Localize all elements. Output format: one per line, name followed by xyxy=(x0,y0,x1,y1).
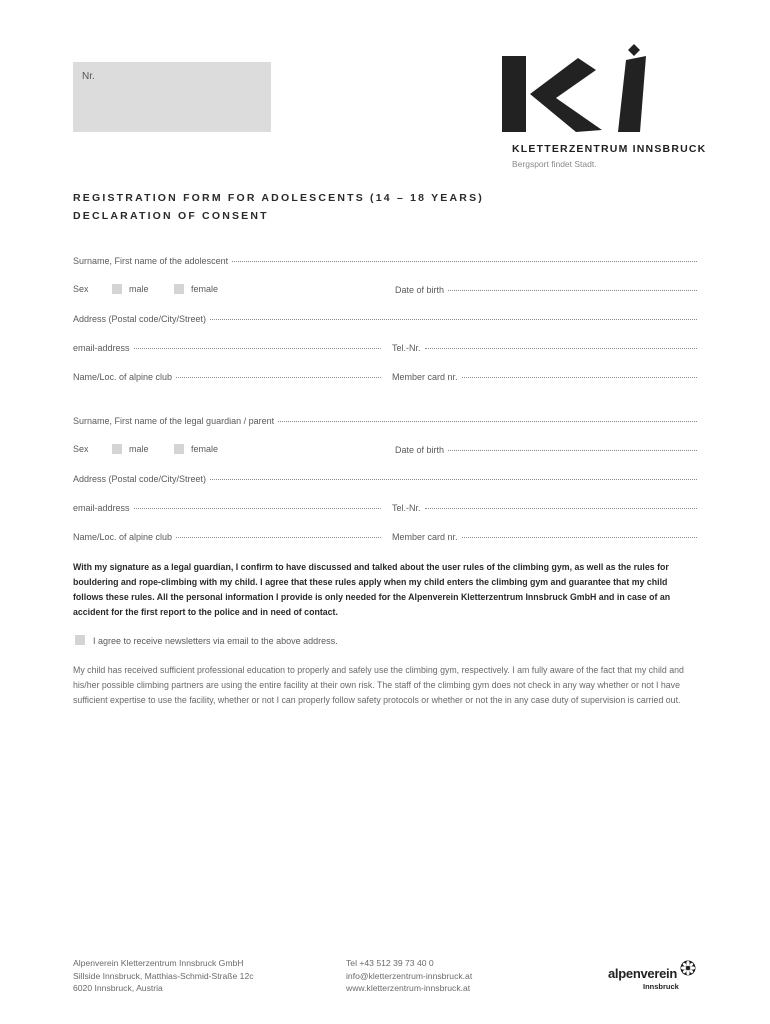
guardian-address-field[interactable] xyxy=(73,474,697,484)
adolescent-tel-field[interactable] xyxy=(392,343,697,353)
adolescent-female-checkbox[interactable] xyxy=(174,284,184,294)
adolescent-address-field[interactable] xyxy=(73,314,697,324)
adolescent-dob-field[interactable] xyxy=(395,285,697,295)
form-title: REGISTRATION FORM FOR ADOLESCENTS (14 – 18 YEARS) xyxy=(73,192,484,204)
adolescent-email-label: email-address xyxy=(73,343,130,353)
guardian-tel-field[interactable] xyxy=(392,503,697,513)
newsletter-checkbox[interactable] xyxy=(75,635,85,645)
guardian-name-label: Surname, First name of the legal guardian / parent xyxy=(73,416,275,426)
adolescent-name-field[interactable] xyxy=(73,256,697,266)
guardian-address-label: Address (Postal code/City/Street) xyxy=(73,474,207,484)
adolescent-club-label: Name/Loc. of alpine club xyxy=(73,372,173,382)
alpenverein-logo xyxy=(606,958,698,992)
form-subtitle: DECLARATION OF CONSENT xyxy=(73,210,269,222)
adolescent-male-label: male xyxy=(129,284,149,294)
guardian-sex-label: Sex xyxy=(73,444,89,454)
ki-logo-icon xyxy=(500,44,666,134)
adolescent-sex-label: Sex xyxy=(73,284,89,294)
footer-web[interactable]: www.kletterzentrum-innsbruck.at xyxy=(346,983,471,993)
footer-contact xyxy=(346,957,472,995)
guardian-dob-label: Date of birth xyxy=(395,445,445,455)
newsletter-label: I agree to receive newsletters via email to the above address. xyxy=(93,636,338,646)
adolescent-club-field[interactable] xyxy=(73,372,381,382)
guardian-email-field[interactable] xyxy=(73,503,381,513)
guardian-tel-label: Tel.-Nr. xyxy=(392,503,421,513)
guardian-club-field[interactable] xyxy=(73,532,381,542)
guardian-name-field[interactable] xyxy=(73,416,697,426)
guardian-male-label: male xyxy=(129,444,149,454)
adolescent-address-label: Address (Postal code/City/Street) xyxy=(73,314,207,324)
guardian-member-field[interactable] xyxy=(392,532,697,542)
number-box xyxy=(73,62,271,132)
guardian-club-label: Name/Loc. of alpine club xyxy=(73,532,173,542)
guardian-female-checkbox[interactable] xyxy=(174,444,184,454)
adolescent-female-label: female xyxy=(191,284,219,294)
guardian-member-label: Member card nr. xyxy=(392,532,458,542)
adolescent-name-label: Surname, First name of the adolescent xyxy=(73,256,229,266)
footer-address xyxy=(73,957,254,995)
alpenverein-city: Innsbruck xyxy=(643,982,679,991)
adolescent-member-label: Member card nr. xyxy=(392,372,458,382)
edelweiss-icon xyxy=(680,960,696,976)
adolescent-tel-label: Tel.-Nr. xyxy=(392,343,421,353)
footer-tel: Tel +43 512 39 73 40 0 xyxy=(346,958,434,968)
guardian-dob-field[interactable] xyxy=(395,445,697,455)
footer-company: Alpenverein Kletterzentrum Innsbruck GmbH xyxy=(73,958,244,968)
footer-email[interactable]: info@kletterzentrum-innsbruck.at xyxy=(346,970,473,981)
footer-city: 6020 Innsbruck, Austria xyxy=(73,983,163,993)
guardian-female-label: female xyxy=(191,444,219,454)
guardian-male-checkbox[interactable] xyxy=(112,444,122,454)
brand-name: KLETTERZENTRUM INNSBRUCK xyxy=(512,143,707,155)
guardian-email-label: email-address xyxy=(73,503,130,513)
footer-street: Sillside Innsbruck, Matthias-Schmid-Straße 12c xyxy=(73,970,254,981)
consent-paragraph: With my signature as a legal guardian, I confirm to have discussed and talked about the user rules of the climbing gym, as well as the rules for bouldering and rope-climbing with my child. I agree that these rules apply when my child enters the climbing gym and guarantee that my child follows these rules. All the personal information I provide is only needed for the Alpenverein Kletterzentrum Innsbruck GmbH and in case of an accident for the first report to the police and in need of contact. xyxy=(73,562,671,617)
adolescent-email-field[interactable] xyxy=(73,343,381,353)
brand-tagline: Bergsport findet Stadt. xyxy=(512,159,597,169)
education-paragraph: My child has received sufficient professional education to properly and safely use the climbing gym, respectively. I am fully aware of the fact that my child and his/her possible climbing partners are using the entire facility at their own risk. The staff of the climbing gym does not check in any way whether or not I have sufficient expertise to use the facility, whether or not I can properly follow safety protocols or whether or not the in any case duty of supervision is carried out. xyxy=(73,665,684,705)
number-label: Nr. xyxy=(82,71,95,82)
alpenverein-name: alpenverein xyxy=(608,966,677,981)
adolescent-dob-label: Date of birth xyxy=(395,285,445,295)
adolescent-member-field[interactable] xyxy=(392,372,697,382)
adolescent-male-checkbox[interactable] xyxy=(112,284,122,294)
